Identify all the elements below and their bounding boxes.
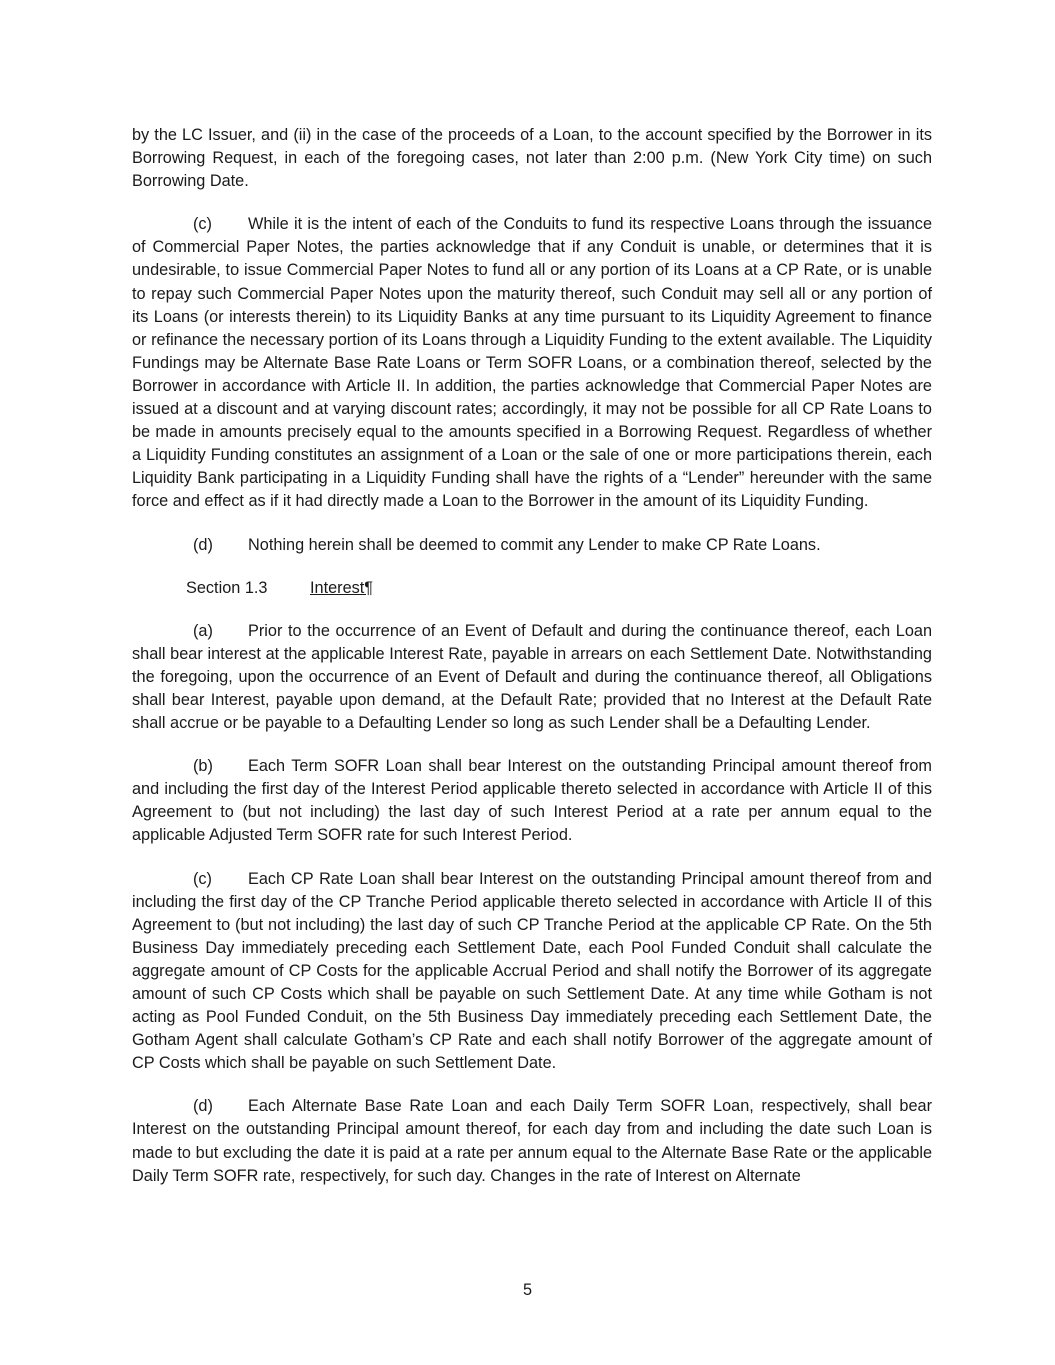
interest-paragraph-d (132, 1095, 932, 1187)
interest-a-label: (a) (193, 621, 213, 640)
interest-c-label: (c) (193, 869, 212, 888)
interest-b-label: (b) (193, 757, 213, 776)
interest-b-text: Each Term SOFR Loan shall bear Interest on the outstanding Principal amount thereof from and including the first day of the Interest Period applicable thereto selected in accordance with Article II of this Agreement to (but not including) the last day of such Interest Period at a rate per annum equal to the applicable Adjusted Term SOFR rate for such Interest Period. (132, 757, 932, 845)
paragraph-c (132, 213, 932, 513)
interest-paragraph-c (132, 868, 932, 1076)
section-number: Section 1.3 (186, 578, 268, 597)
document-page (132, 124, 932, 1208)
interest-a-text: Prior to the occurrence of an Event of Default and during the continuance thereof, each Loan shall bear interest at the applicable Interest Rate, payable in arrears on each Settlement Date. Notwithstanding the foregoing, upon the occurrence of an Event of Default and during the continuance thereof, all Obligations shall bear Interest, payable upon demand, at the Default Rate; provided that no Interest at the Default Rate shall accrue or be payable to a Defaulting Lender so long as such Lender shall be a Defaulting Lender. (132, 621, 932, 733)
interest-paragraph-b (132, 755, 932, 847)
interest-c-text: Each CP Rate Loan shall bear Interest on the outstanding Principal amount thereof from and including the first day of the CP Tranche Period applicable thereto selected in accordance with Article II of this Agreement to (but not including) the last day of such CP Tranche Period at the applicable CP Rate. On the 5th Business Day immediately preceding each Settlement Date, each Pool Funded Conduit shall calculate the aggregate amount of CP Costs for the applicable Accrual Period and shall notify the Borrower of its aggregate amount of such CP Costs which shall be payable on such Settlement Date. At any time while Gotham is not acting as Pool Funded Conduit, on the 5th Business Day immediately preceding each Settlement Date, the Gotham Agent shall calculate Gotham’s CP Rate and each shall notify Borrower of the aggregate amount of CP Costs which shall be payable on such Settlement Date. (132, 869, 932, 1073)
paragraph-d-label: (d) (193, 535, 213, 554)
section-heading (132, 577, 932, 600)
paragraph-c-label: (c) (193, 215, 212, 234)
paragraph-d-text: Nothing herein shall be deemed to commit any Lender to make CP Rate Loans. (248, 535, 821, 554)
paragraph-c-text: While it is the intent of each of the Conduits to fund its respective Loans through the issuance of Commercial Paper Notes, the parties acknowledge that if any Conduit is unable, or determines that it is undesirable, to issue Commercial Paper Notes to fund all or any portion of its Loans at a CP Rate, or is unable to repay such Commercial Paper Notes upon the maturity thereof, such Conduit may sell all or any portion of its Loans (or interests therein) to its Liquidity Banks at any time pursuant to its Liquidity Agreement to finance or refinance the necessary portion of its Loans through a Liquidity Funding to the extent available. The Liquidity Fundings may be Alternate Base Rate Loans or Term SOFR Loans, or a combination thereof, selected by the Borrower in accordance with Article II. In addition, the parties acknowledge that Commercial Paper Notes are issued at a discount and at varying discount rates; accordingly, it may not be possible for all CP Rate Loans to be made in amounts precisely equal to the amounts specified in a Borrowing Request. Regardless of whether a Liquidity Funding constitutes an assignment of a Loan or the sale of one or more participations therein, each Liquidity Bank participating in a Liquidity Funding shall have the rights of a “Lender” hereunder with the same force and effect as if it had directly made a Loan to the Borrower in the amount of its Liquidity Funding. (132, 215, 932, 511)
interest-d-label: (d) (193, 1097, 213, 1116)
interest-d-text: Each Alternate Base Rate Loan and each Daily Term SOFR Loan, respectively, shall bear Interest on the outstanding Principal amount thereof, for each day from and including the date such Loan is made to but excluding the date it is paid at a rate per annum equal to the Alternate Base Rate or the applicable Daily Term SOFR rate, respectively, for such day. Changes in the rate of Interest on Alternate (132, 1097, 932, 1185)
paragraph-continued: by the LC Issuer, and (ii) in the case of the proceeds of a Loan, to the account specified by the Borrower in its Borrowing Request, in each of the foregoing cases, not later than 2:00 p.m. (New York City time) on such Borrowing Date. (132, 126, 932, 191)
section-title: Interest¶ (310, 578, 374, 597)
page-number: 5 (522, 1281, 533, 1299)
interest-paragraph-a (132, 620, 932, 735)
paragraph-d (132, 534, 932, 557)
